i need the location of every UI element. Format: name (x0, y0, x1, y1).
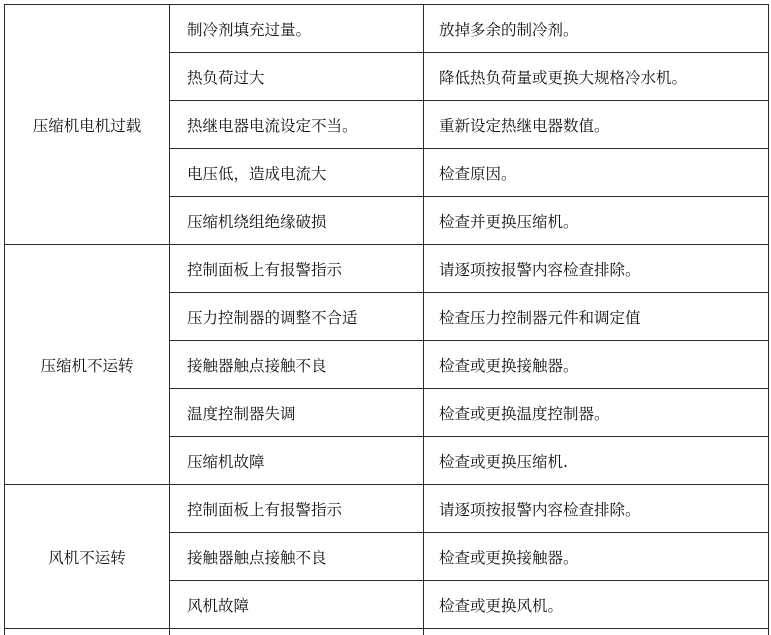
remedy-cell: 降低热负荷量或更换大规格冷水机。 (424, 53, 769, 101)
remedy-cell: 检查或更换压缩机. (424, 437, 769, 485)
remedy-cell: 检查或更换接触器。 (424, 533, 769, 581)
cause-cell: 热负荷过大 (170, 53, 424, 101)
remedy-cell: 请逐项按报警内容检查排除。 (424, 245, 769, 293)
remedy-cell: 检查或更换温度控制器。 (424, 389, 769, 437)
troubleshooting-table (4, 4, 769, 635)
remedy-cell: 检查压力控制器元件和调定值 (424, 293, 769, 341)
remedy-cell: 重新设定热继电器数值。 (424, 101, 769, 149)
cause-cell: 接触器触点接触不良 (170, 533, 424, 581)
table-row (5, 245, 769, 293)
cause-cell: 电压低，造成电流大 (170, 149, 424, 197)
cause-cell: 压缩机绕组绝缘破损 (170, 197, 424, 245)
remedy-cell: 放掉多余的制冷剂。 (424, 5, 769, 53)
cause-cell: 制冷剂填充过量。 (170, 5, 424, 53)
cause-cell: 温度控制器失调 (170, 389, 424, 437)
cause-cell: 控制面板上有报警指示 (170, 245, 424, 293)
remedy-cell: 检查或更换接触器。 (424, 341, 769, 389)
remedy-cell: 检查并更换压缩机。 (424, 197, 769, 245)
cause-cell: 压力控制器的调整不合适 (170, 293, 424, 341)
remedy-cell: 检查原因。 (424, 149, 769, 197)
cause-cell: 控制面板上有报警指示 (170, 485, 424, 533)
remedy-cell: 请逐项按报警内容检查排除。 (424, 485, 769, 533)
cause-cell: 压缩机故障 (170, 437, 424, 485)
cause-cell: 风机故障 (170, 581, 424, 629)
symptom-cell: 压缩机不运转 (5, 245, 170, 485)
table-row (5, 5, 769, 53)
symptom-cell: 风机不运转 (5, 485, 170, 629)
cause-cell: 热继电器电流设定不当。 (170, 101, 424, 149)
remedy-cell: 检查或更换风机。 (424, 581, 769, 629)
cause-cell: 接触器触点接触不良 (170, 341, 424, 389)
symptom-cell: 压缩机电机过载 (5, 5, 170, 245)
table-row (5, 485, 769, 533)
